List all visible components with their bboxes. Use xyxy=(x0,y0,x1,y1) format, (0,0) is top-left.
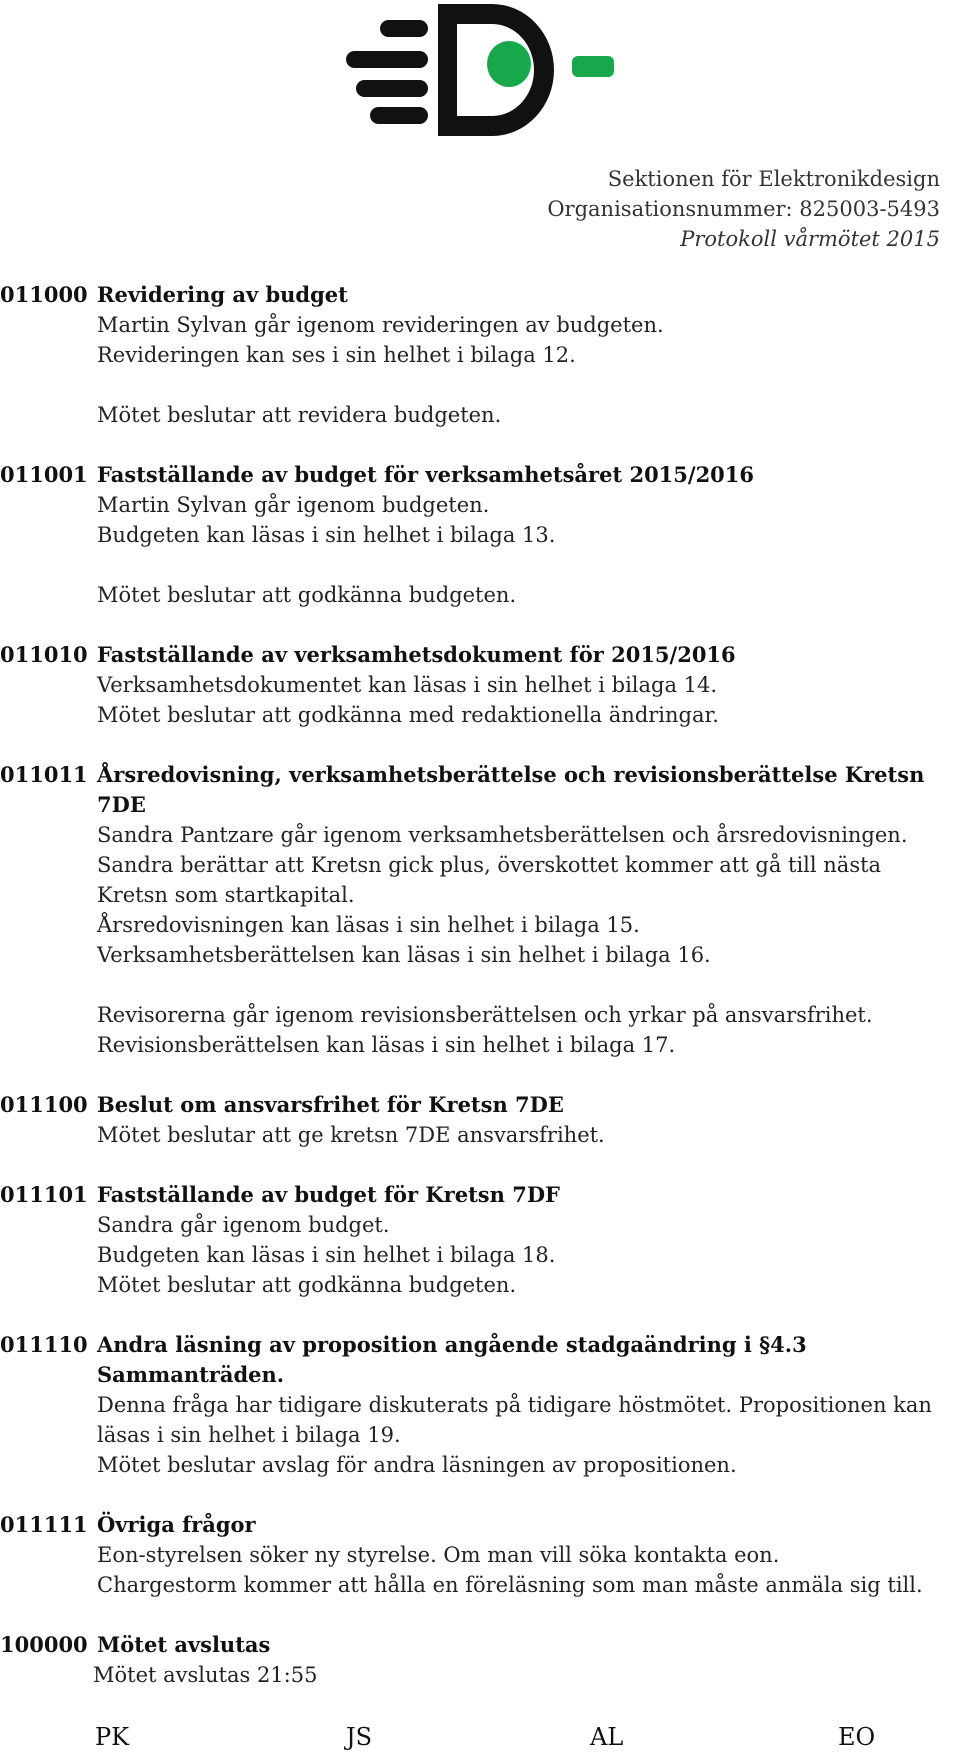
agenda-item-number: 011000 xyxy=(0,282,88,307)
agenda-item-heading xyxy=(0,1330,950,1390)
agenda-item-heading xyxy=(0,640,950,670)
body-line: Verksamhetsdokumentet kan läsas i sin helhet i bilaga 14. xyxy=(97,673,718,697)
agenda-item-heading xyxy=(0,1090,950,1120)
agenda-item xyxy=(0,640,950,730)
agenda-item-number: 011010 xyxy=(0,642,88,667)
agenda-item xyxy=(0,1510,950,1600)
agenda-item-title: Fastställande av verksamhetsdokument för 2015/2016 xyxy=(97,642,736,667)
blank-line xyxy=(97,550,950,580)
agenda-item xyxy=(0,760,950,1060)
agenda-item-title-wrap xyxy=(97,460,754,490)
agenda-item-number: 011101 xyxy=(0,1182,88,1207)
protocol-body xyxy=(0,280,950,1690)
agenda-item-number: 100000 xyxy=(0,1632,88,1657)
body-line: Revideringen kan ses i sin helhet i bilaga 12. xyxy=(97,343,576,367)
body-line: läsas i sin helhet i bilaga 19. xyxy=(97,1423,401,1447)
agenda-item xyxy=(0,460,950,610)
agenda-item-number: 011001 xyxy=(0,462,88,487)
agenda-item-title-wrap xyxy=(97,760,924,820)
body-line: Martin Sylvan går igenom budgeten. xyxy=(97,493,490,517)
agenda-item-title-wrap xyxy=(97,640,736,670)
body-line: Mötet beslutar att revidera budgeten. xyxy=(97,403,502,427)
agenda-item-heading xyxy=(0,760,950,820)
body-line: Denna fråga har tidigare diskuterats på tidigare höstmötet. Propositionen kan xyxy=(97,1393,932,1417)
agenda-item-heading xyxy=(0,1180,950,1210)
agenda-item-title-wrap xyxy=(97,280,348,310)
body-line: Sandra Pantzare går igenom verksamhetsberättelsen och årsredovisningen. xyxy=(97,823,908,847)
agenda-item-title-wrap xyxy=(97,1630,270,1660)
body-line: Budgeten kan läsas i sin helhet i bilaga 18. xyxy=(97,1243,556,1267)
blank-line xyxy=(97,970,950,1000)
body-line: Mötet avslutas 21:55 xyxy=(93,1663,318,1687)
logo-speed-lines xyxy=(346,20,428,124)
agenda-item xyxy=(0,280,950,430)
signature-initials: JS xyxy=(346,1723,373,1751)
org-number: Organisationsnummer: 825003-5493 xyxy=(547,197,940,221)
agenda-item-number: 011111 xyxy=(0,1512,88,1537)
agenda-item-title: Revidering av budget xyxy=(97,282,348,307)
agenda-item xyxy=(0,1090,950,1150)
signature-initials: PK xyxy=(95,1723,130,1751)
body-line: Mötet beslutar att ge kretsn 7DE ansvarsfrihet. xyxy=(97,1123,605,1147)
agenda-item-body xyxy=(97,310,950,430)
agenda-item-title-wrap xyxy=(97,1180,560,1210)
body-line: Kretsn som startkapital. xyxy=(97,883,355,907)
agenda-item-title: Fastställande av budget för Kretsn 7DF xyxy=(97,1182,560,1207)
agenda-item-body xyxy=(93,1660,950,1690)
body-line: Martin Sylvan går igenom revideringen av budgeten. xyxy=(97,313,664,337)
agenda-item-body xyxy=(97,490,950,610)
body-line: Revisorerna går igenom revisionsberättelsen och yrkar på ansvarsfrihet. xyxy=(97,1003,873,1027)
body-line: Mötet beslutar avslag för andra läsningen av propositionen. xyxy=(97,1453,737,1477)
agenda-item-title: Årsredovisning, verksamhetsberättelse och revisionsberättelse Kretsn xyxy=(97,762,925,787)
signature-row xyxy=(0,1722,960,1756)
body-line: Årsredovisningen kan läsas i sin helhet i bilaga 15. xyxy=(97,913,640,937)
agenda-item-heading xyxy=(0,460,950,490)
agenda-item-title-continued: 7DE xyxy=(97,792,146,817)
body-line: Sandra går igenom budget. xyxy=(97,1213,390,1237)
body-line: Mötet beslutar att godkänna budgeten. xyxy=(97,1273,517,1297)
agenda-item-number: 011100 xyxy=(0,1092,88,1117)
signature-initials: EO xyxy=(838,1723,876,1751)
body-line: Mötet beslutar att godkänna budgeten. xyxy=(97,583,517,607)
agenda-item-body xyxy=(97,1390,950,1480)
body-line: Eon-styrelsen söker ny styrelse. Om man vill söka kontakta eon. xyxy=(97,1543,780,1567)
agenda-item-number: 011110 xyxy=(0,1332,88,1357)
body-line: Budgeten kan läsas i sin helhet i bilaga 13. xyxy=(97,523,556,547)
agenda-item-body xyxy=(97,820,950,1060)
agenda-item-title: Mötet avslutas xyxy=(97,1632,271,1657)
logo xyxy=(346,0,616,140)
body-line: Revisionsberättelsen kan läsas i sin helhet i bilaga 17. xyxy=(97,1033,676,1057)
agenda-item xyxy=(0,1330,950,1480)
section-name: Sektionen för Elektronikdesign xyxy=(607,167,940,191)
agenda-item-heading xyxy=(0,280,950,310)
body-line: Verksamhetsberättelsen kan läsas i sin helhet i bilaga 16. xyxy=(97,943,711,967)
agenda-item-body xyxy=(97,670,950,730)
agenda-item-body xyxy=(97,1210,950,1300)
agenda-item-heading xyxy=(0,1630,950,1660)
body-line: Sandra berättar att Kretsn gick plus, överskottet kommer att gå till nästa xyxy=(97,853,882,877)
agenda-item-heading xyxy=(0,1510,950,1540)
agenda-item-number: 011011 xyxy=(0,762,88,787)
body-line: Chargestorm kommer att hålla en föreläsning som man måste anmäla sig till. xyxy=(97,1573,923,1597)
agenda-item xyxy=(0,1180,950,1300)
signature-initials: AL xyxy=(590,1723,624,1751)
org-header xyxy=(547,164,940,254)
agenda-item-title: Andra läsning av proposition angående stadgaändring i §4.3 xyxy=(97,1332,807,1357)
blank-line xyxy=(97,370,950,400)
agenda-item-title-continued: Sammanträden. xyxy=(97,1362,285,1387)
agenda-item xyxy=(0,1630,950,1690)
agenda-item-body xyxy=(97,1120,950,1150)
logo-green-dash xyxy=(572,56,614,77)
agenda-item-title: Fastställande av budget för verksamhetsåret 2015/2016 xyxy=(97,462,755,487)
agenda-item-title-wrap xyxy=(97,1090,564,1120)
agenda-item-title-wrap xyxy=(97,1510,256,1540)
agenda-item-title-wrap xyxy=(97,1330,807,1390)
agenda-item-title: Beslut om ansvarsfrihet för Kretsn 7DE xyxy=(97,1092,564,1117)
agenda-item-title: Övriga frågor xyxy=(97,1512,256,1537)
logo-green-dot xyxy=(487,41,531,87)
protocol-title: Protokoll vårmötet 2015 xyxy=(680,227,940,251)
agenda-item-body xyxy=(97,1540,950,1600)
body-line: Mötet beslutar att godkänna med redaktionella ändringar. xyxy=(97,703,719,727)
